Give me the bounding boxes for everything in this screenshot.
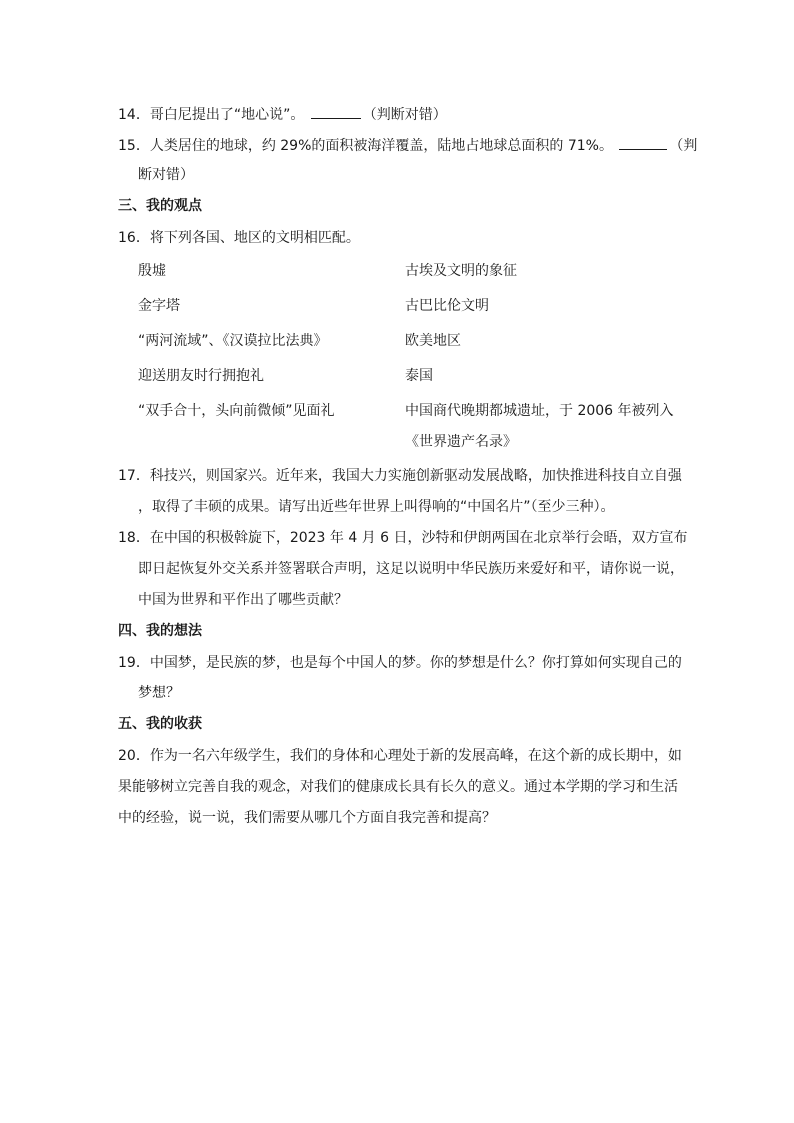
question-18-continued-1: 即日起恢复外交关系并签署联合声明，这足以说明中华民族历来爱好和平，请你说一说，: [138, 561, 684, 577]
section-heading-3: 三、我的观点: [118, 198, 202, 214]
question-20: 20．作为一名六年级学生，我们的身体和心理处于新的发展高峰，在这个新的成长期中，如: [118, 748, 682, 764]
question-15-continued: 断对错）: [138, 167, 194, 183]
question-15: 15．人类居住的地球，约 29%的面积被海洋覆盖，陆地占地球总面积的 71%。 （判: [118, 135, 697, 156]
match-left-4[interactable]: 迎送朋友时行拥抱礼: [138, 368, 264, 384]
question-19: 19．中国梦，是民族的梦，也是每个中国人的梦。你的梦想是什么？你打算如何实现自己的: [118, 655, 682, 671]
match-left-5[interactable]: “双手合十，头向前微倾”见面礼: [138, 403, 335, 419]
question-19-continued: 梦想？: [138, 685, 180, 701]
question-17-continued: ，取得了丰硕的成果。请写出近些年世界上叫得响的“中国名片”（至少三种）。: [138, 499, 615, 515]
section-heading-5: 五、我的收获: [118, 716, 202, 732]
match-left-2[interactable]: 金字塔: [138, 298, 180, 314]
question-18-continued-2: 中国为世界和平作出了哪些贡献？: [138, 592, 348, 608]
match-right-3[interactable]: 欧美地区: [405, 333, 461, 349]
question-16: 16．将下列各国、地区的文明相匹配。: [118, 230, 360, 246]
match-right-5-continued: 《世界遗产名录》: [405, 434, 517, 450]
question-17: 17．科技兴，则国家兴。近年来，我国大力实施创新驱动发展战略，加快推进科技自立自强: [118, 468, 682, 484]
match-right-1[interactable]: 古埃及文明的象征: [405, 263, 517, 279]
answer-blank-15[interactable]: [619, 135, 667, 150]
match-left-1[interactable]: 殷墟: [138, 263, 166, 279]
match-left-3[interactable]: “两河流域”、《汉谟拉比法典》: [138, 333, 328, 349]
question-20-continued-2: 中的经验，说一说，我们需要从哪几个方面自我完善和提高？: [118, 810, 496, 826]
section-heading-4: 四、我的想法: [118, 623, 202, 639]
question-20-continued-1: 果能够树立完善自我的观念，对我们的健康成长具有长久的意义。通过本学期的学习和生活: [118, 779, 678, 795]
match-right-2[interactable]: 古巴比伦文明: [405, 298, 489, 314]
match-right-4[interactable]: 泰国: [405, 368, 433, 384]
match-right-5[interactable]: 中国商代晚期都城遗址，于 2006 年被列入: [405, 403, 674, 419]
answer-blank-14[interactable]: [311, 104, 361, 119]
question-14: 14．哥白尼提出了“地心说”。 （判断对错）: [118, 104, 447, 125]
question-18: 18．在中国的积极斡旋下，2023 年 4 月 6 日，沙特和伊朗两国在北京举行会晤，双方宣布: [118, 530, 688, 546]
